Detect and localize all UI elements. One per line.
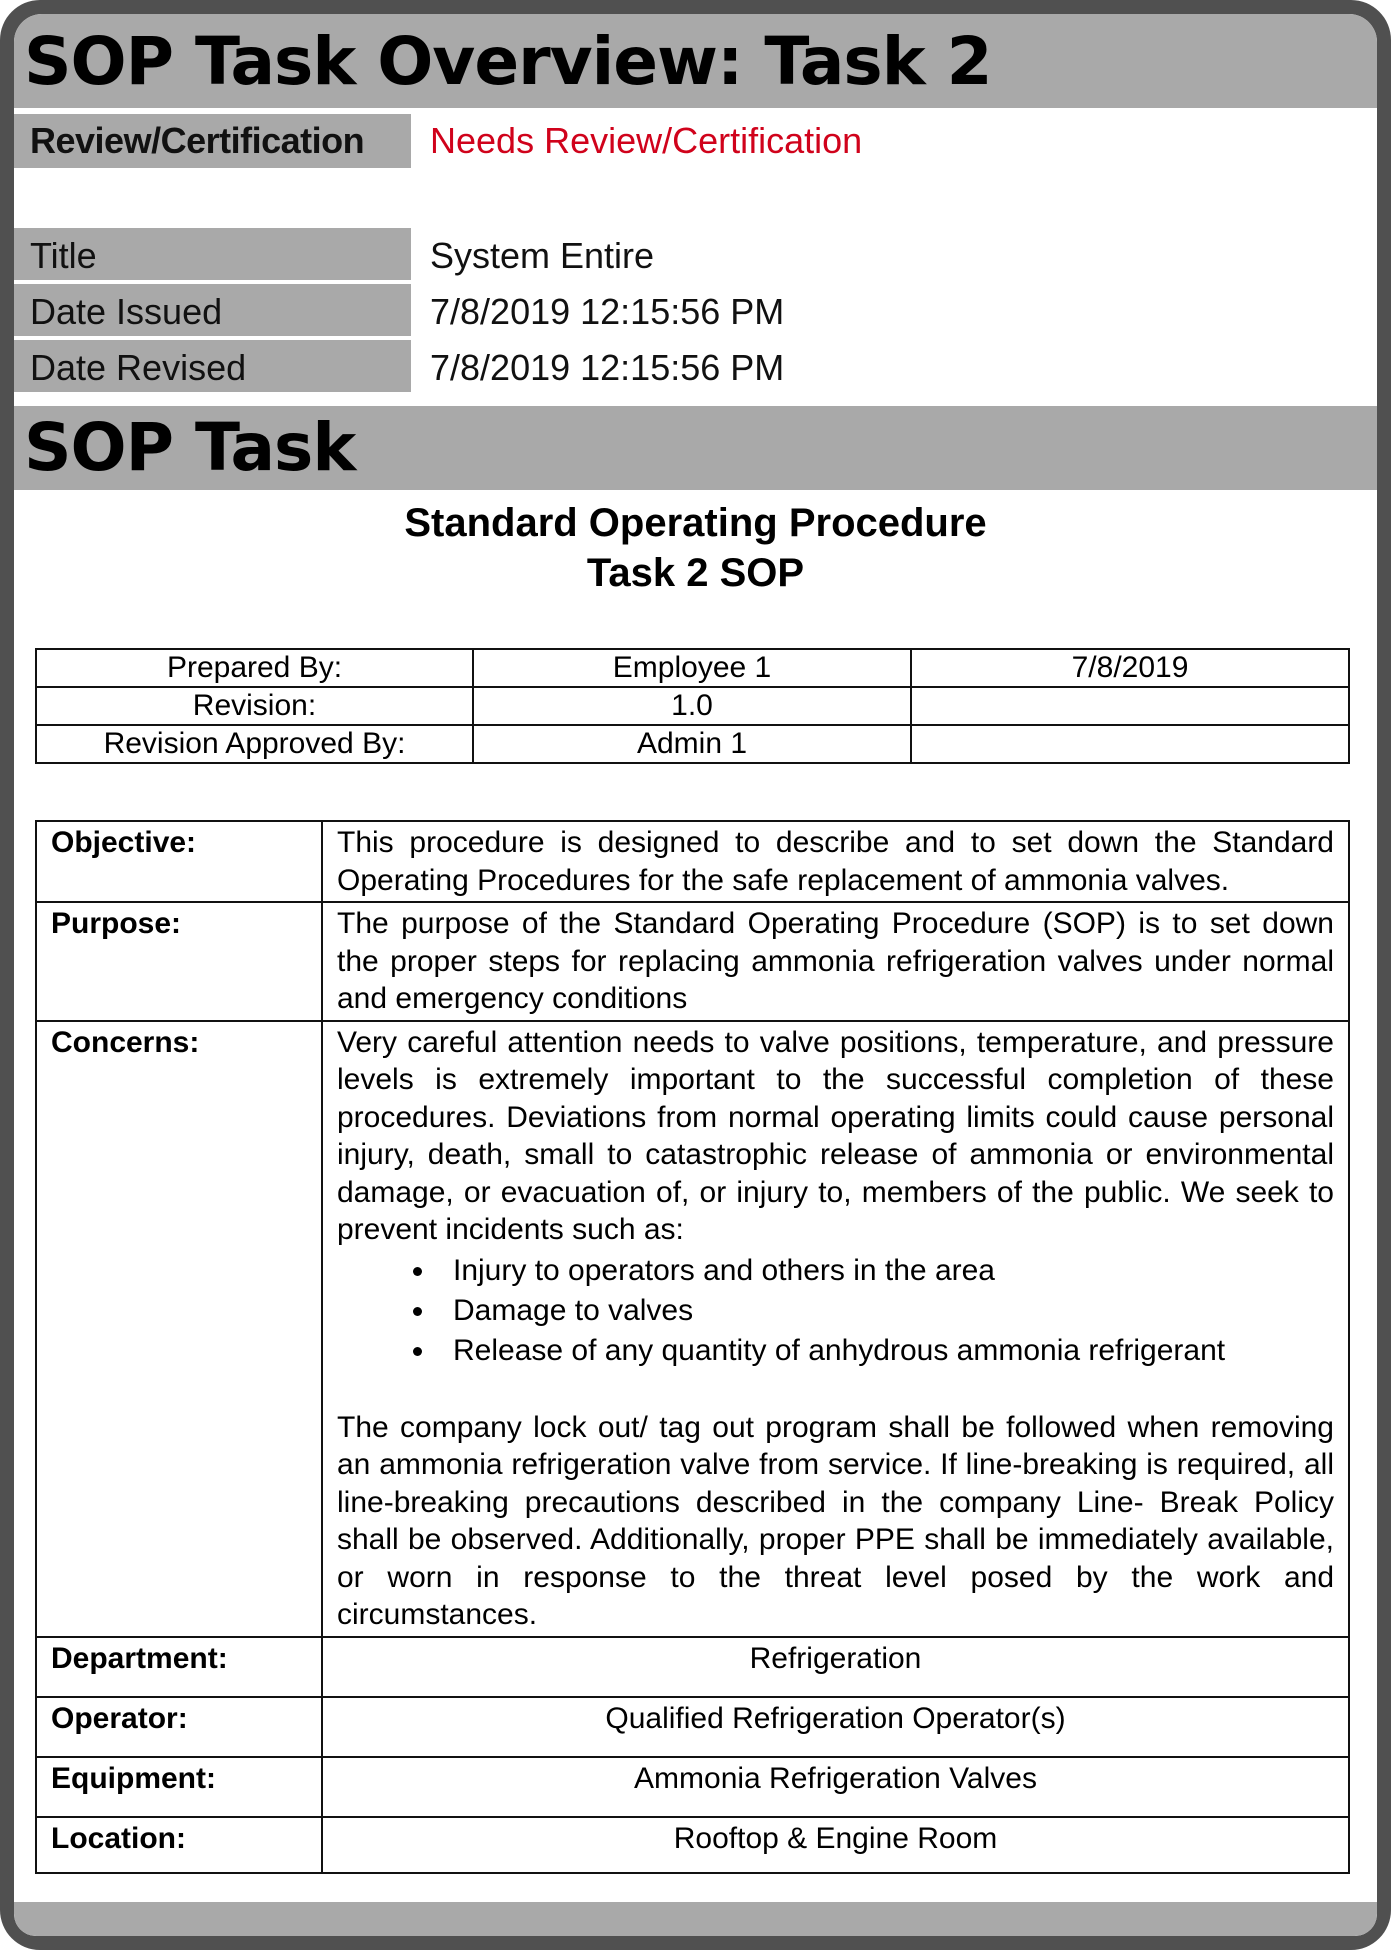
meta-row [36,649,1349,687]
concerns-list [337,1251,1334,1371]
equipment-row [36,1757,1349,1817]
concerns-cell [322,1021,1349,1637]
review-status: Needs Review/Certification [430,120,863,161]
date-issued-label: Date Issued [14,284,411,336]
meta-value: Admin 1 [473,725,911,763]
concerns-label: Concerns: [36,1021,322,1637]
meta-row [36,687,1349,725]
date-issued-value: 7/8/2019 12:15:56 PM [430,291,785,332]
date-revised-label: Date Revised [14,340,411,392]
meta-label: Revision: [36,687,473,725]
operator-label: Operator: [36,1697,322,1757]
document-meta-table [35,648,1350,764]
section-bar [14,406,1377,490]
meta-label: Prepared By: [36,649,473,687]
card-body [14,14,1377,1936]
equipment-label: Equipment: [36,1757,322,1817]
document-subtitle: Task 2 SOP [586,551,805,595]
department-row [36,1637,1349,1697]
meta-extra [911,725,1349,763]
header-bar [14,14,1377,108]
meta-extra [911,687,1349,725]
document-title: Standard Operating Procedure [404,501,987,545]
equipment-value: Ammonia Refrigeration Valves [322,1757,1349,1817]
operator-value: Qualified Refrigeration Operator(s) [322,1697,1349,1757]
meta-row [36,725,1349,763]
department-value: Refrigeration [322,1637,1349,1697]
objective-row [36,821,1349,902]
sop-details-table [35,820,1350,1874]
title-label: Title [14,228,411,280]
department-label: Department: [36,1637,322,1697]
location-value: Rooftop & Engine Room [322,1817,1349,1873]
location-label: Location: [36,1817,322,1873]
page-title: SOP Task Overview: Task 2 [24,23,992,100]
list-item: • Release of any quantity of anhydrous ammonia refrigerant [437,1331,1334,1371]
purpose-text: The purpose of the Standard Operating Procedure (SOP) is to set down the proper steps for replacing ammonia refrigeration valves under normal and emergency conditions [322,902,1349,1021]
meta-value: 1.0 [473,687,911,725]
concerns-intro: Very careful attention needs to valve positions, temperature, and pressure levels is extremely important to the successful completion of these procedures. Deviations from normal operating limits could cause personal injury, death, small to catastrophic release of ammonia or environmental damage, or evacuation of, or injury to, members of the public. We seek to prevent incidents such as: [337,1025,1334,1246]
list-item: • Damage to valves [437,1291,1334,1331]
purpose-label: Purpose: [36,902,322,1021]
objective-text: This procedure is designed to describe and to set down the Standard Operating Procedures for the safe replacement of ammonia valves. [322,821,1349,902]
purpose-row [36,902,1349,1021]
meta-extra: 7/8/2019 [911,649,1349,687]
location-row [36,1817,1349,1873]
concerns-followup: The company lock out/ tag out program shall be followed when removing an ammonia refrigeration valve from service. If line-breaking is required, all line-breaking precautions described in the company Line- Break Policy shall be observed. Additionally, proper PPE shall be immediately available, or worn in response to the threat level posed by the work and circumstances. [337,1410,1334,1631]
footer-bar [14,1902,1377,1936]
date-revised-value: 7/8/2019 12:15:56 PM [430,347,785,388]
objective-label: Objective: [36,821,322,902]
operator-row [36,1697,1349,1757]
section-title: SOP Task [24,409,356,486]
list-item: • Injury to operators and others in the area [437,1251,1334,1291]
meta-label: Revision Approved By: [36,725,473,763]
review-label: Review/Certification [14,114,411,168]
concerns-row [36,1021,1349,1637]
meta-value: Employee 1 [473,649,911,687]
title-value: System Entire [430,235,655,276]
